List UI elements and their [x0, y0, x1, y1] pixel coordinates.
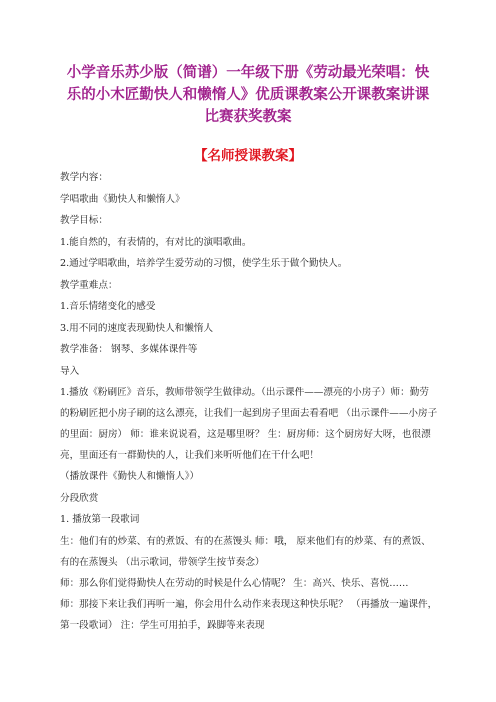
- body-line: 教学重难点：: [60, 279, 118, 291]
- body-line: 1.音乐情绪变化的感受: [60, 301, 156, 312]
- body-line: 1. 播放第一段歌词: [60, 514, 140, 525]
- body-line: 学唱歌曲《勤快人和懒惰人》: [60, 193, 185, 205]
- body-paragraph: 师：那接下来让我们再听一遍，你会用什么动作来表现这种快乐呢？ （再播放一遍课件，第一段歌词） 注：学生可用拍手，跺脚等来表现: [60, 598, 438, 631]
- body-line: 1.能自然的，有表情的，有对比的演唱歌曲。: [60, 236, 252, 248]
- body-line: 2.通过学唱歌曲，培养学生爱劳动的习惯，使学生乐于做个勤快人。: [60, 258, 348, 269]
- body-line: 教学内容：: [60, 172, 108, 183]
- body-line: 分段欣赏: [60, 492, 99, 504]
- teacher-badge: 【名师授课教案】: [194, 148, 302, 164]
- body-line: 教学目标：: [60, 215, 108, 226]
- body-paragraph: 1.播放《粉刷匠》音乐，教师带领学生做律动。（出示课件——漂亮的小房子）师：勤劳的粉刷匠把小房子刷的这么漂亮，让我们一起到房子里面去看看吧 （出示课件——小房子的里面：厨房） 师：谁来说说看，这是哪里呀？ 生：厨房师：这个厨房好大呀，也很漂亮，里面还有一群勤快的人，让我们来听听他们在干什么吧！: [60, 387, 438, 461]
- body-paragraph: 生：他们有的炒菜、有的煮饭、有的在蒸馒头 师：哦， 原来他们有的炒菜、有的煮饭、有的在蒸馒头 （出示歌词，带领学生按节奏念）: [60, 535, 431, 568]
- document-title: 小学音乐苏少版（简谱）一年级下册《劳动最光荣唱：快乐的小木匠勤快人和懒惰人》优质课教案公开课教案讲课比赛获奖教案: [66, 65, 430, 125]
- body-line: （播放课件《勤快人和懒惰人》）: [60, 471, 200, 482]
- document-body: [60, 167, 438, 636]
- body-paragraph: 师：那么你们觉得勤快人在劳动的时候是什么心情呢？ 生：高兴、快乐、喜悦……: [60, 577, 409, 589]
- body-line: 3.用不同的速度表现勤快人和懒惰人: [60, 322, 214, 334]
- body-line: 教学准备： 钢琴、多媒体课件等: [60, 344, 198, 355]
- body-line: 导入: [60, 365, 80, 377]
